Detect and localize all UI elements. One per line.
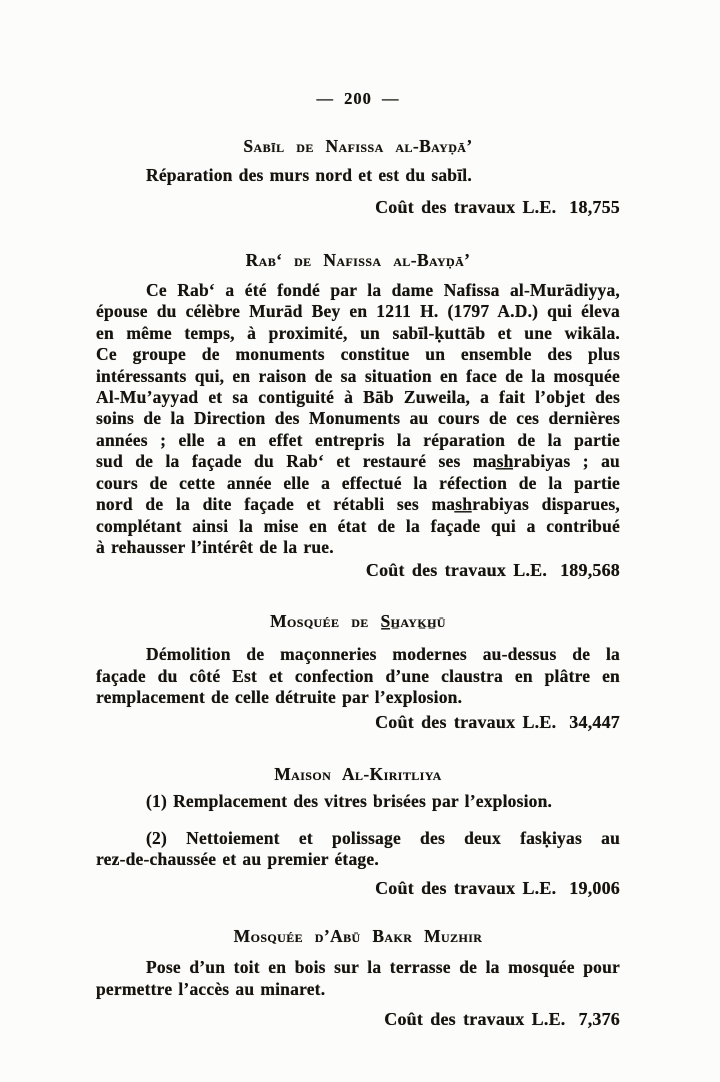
paragraph-line: épouse du célèbre Murād Bey en 1211 H. (1797 A.D.) qui éleva [96, 301, 620, 322]
paragraph-line: remplacement de celle détruite par l’explosion. [96, 686, 463, 707]
paragraph-line: Réparation des murs nord et est du sabīl. [146, 164, 472, 185]
cost-line [96, 1009, 620, 1030]
cost-line [96, 560, 620, 581]
cost-amount: 189,568 [560, 560, 620, 581]
cost-line [96, 878, 620, 899]
paragraph-line: permettre l’accès au minaret. [96, 978, 326, 999]
cost-label: Coût des travaux L.E. [375, 878, 557, 899]
cost-label: Coût des travaux L.E. [375, 712, 557, 733]
section-heading-maison-kiritliya: Maison Al-Kiritliya [274, 763, 442, 784]
cost-line [96, 712, 620, 733]
paragraph-line: années ; elle a en effet entrepris la réparation de la partie [96, 429, 620, 450]
paragraph-line: rez-de-chaussée et au premier étage. [96, 848, 379, 869]
paragraph-line: cours de cette année elle a effectué la réfection de la partie [96, 472, 620, 493]
paragraph-line: intéressants qui, en raison de sa situation en face de la mosquée [96, 365, 620, 386]
paragraph-line: Pose d’un toit en bois sur la terrasse de la mosquée pour [146, 957, 620, 978]
paragraph-line: Ce Rab‘ a été fondé par la dame Nafissa al-Murādiyya, [146, 280, 620, 301]
cost-label: Coût des travaux L.E. [384, 1009, 566, 1029]
cost-amount: 18,755 [569, 197, 620, 218]
paragraph-line: Ce groupe de monuments constitue un ensemble des plus [96, 344, 620, 365]
paragraph-line: sud de la façade du Rab‘ et restauré ses mas̲h̲rabiyas ; au [96, 451, 620, 472]
section-heading-rab-nafissa: Rab‘ de Nafissa al-Bayḍā’ [245, 249, 471, 270]
paragraph-line: Al-Mu’ayyad et sa contiguité à Bāb Zuweila, a fait l’objet des [96, 387, 620, 408]
paragraph-line: (1) Remplacement des vitres brisées par l’explosion. [146, 791, 553, 812]
section-heading-sabil-nafissa: Sabīl de Nafissa al-Bayḍā’ [243, 136, 473, 157]
cost-label: Coût des travaux L.E. [375, 197, 557, 218]
cost-amount: 7,376 [578, 1009, 620, 1029]
cost-amount: 19,006 [569, 878, 620, 899]
section-heading-mosquee-shaykhu: Mosquée de S̲h̲ayk̲h̲ū [270, 610, 446, 631]
section-heading-mosquee-abu-bakr-muzhir: Mosquée d’Abū Bakr Muzhir [233, 925, 483, 946]
paragraph-line: complétant ainsi la mise en état de la façade qui a contribué [96, 515, 620, 536]
paragraph-line: façade du côté Est et confection d’une claustra en plâtre en [96, 665, 620, 686]
paragraph-line: (2) Nettoiement et polissage des deux fasḳiyas au [146, 827, 620, 848]
paragraph-line: Démolition de maçonneries modernes au-dessus de la [146, 644, 620, 665]
paragraph-line: nord de la dite façade et rétabli ses mas̲h̲rabiyas disparues, [96, 494, 620, 515]
page-number: — 200 — [316, 89, 400, 108]
paragraph-line: soins de la Direction des Monuments au cours de ces dernières [96, 408, 620, 429]
paragraph-line: en même temps, à proximité, un sabīl-ḳuttāb et une wikāla. [96, 322, 620, 343]
paragraph-line: à rehausser l’intérêt de la rue. [96, 536, 334, 557]
cost-amount: 34,447 [569, 712, 620, 733]
cost-line [96, 197, 620, 218]
cost-label: Coût des travaux L.E. [365, 560, 548, 581]
